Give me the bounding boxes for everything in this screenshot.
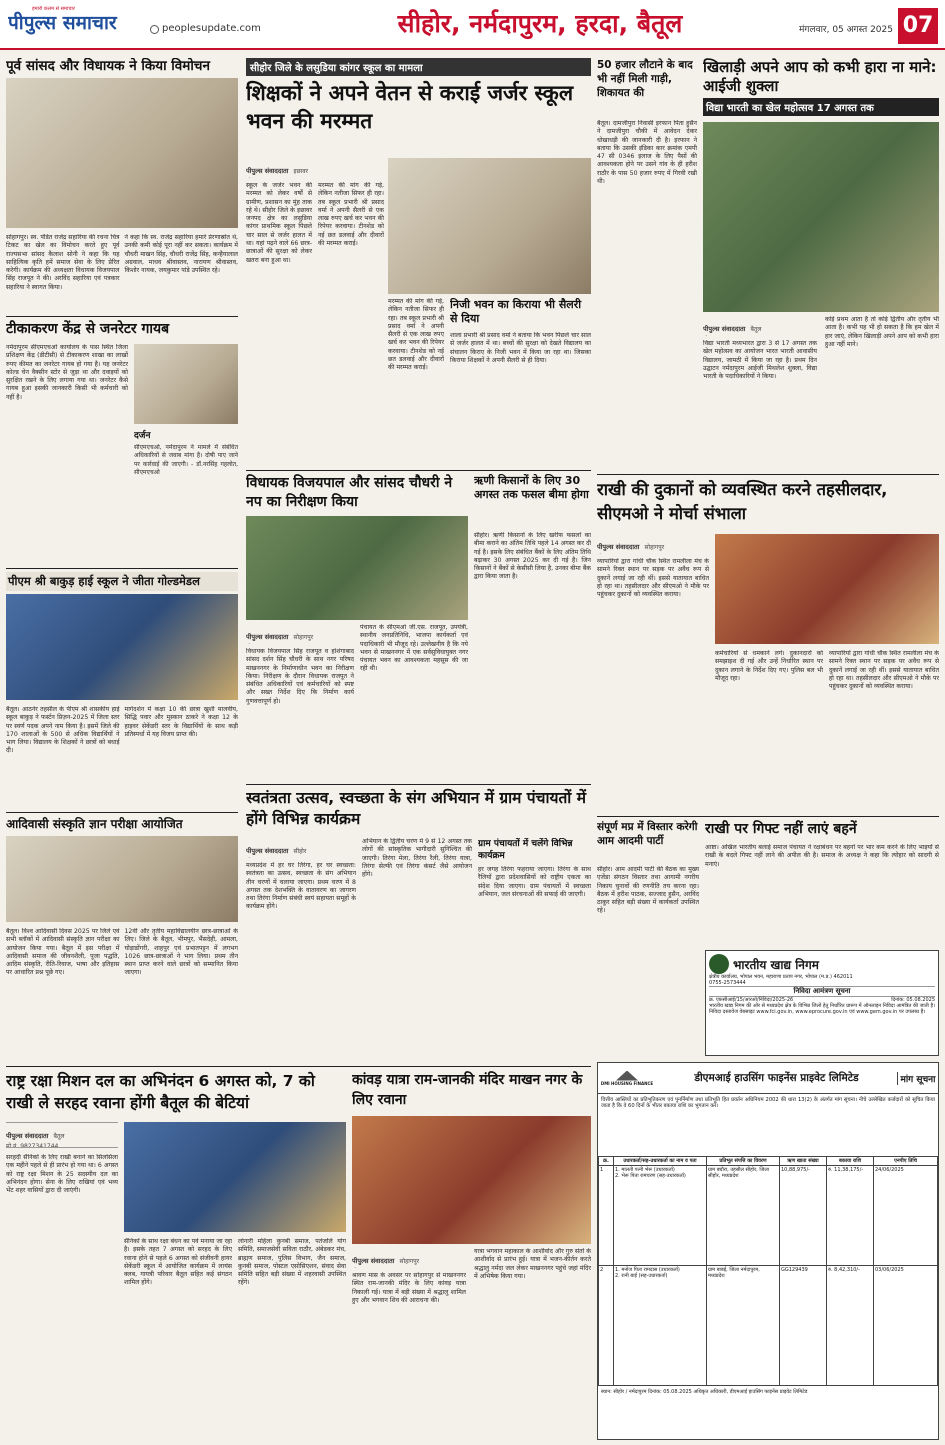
story-headline: टीकाकरण केंद्र से जनरेटर गायब [6, 321, 170, 337]
story-khel-mahotsav [703, 58, 939, 470]
table-cell: रु. 11,38,175/- [827, 1166, 874, 1266]
story-headline: आदिवासी संस्कृति ज्ञान परीक्षा आयोजित [6, 817, 183, 831]
masthead [0, 0, 945, 50]
story-body: बैतूल। दामजीपुरा निवासी इरफान पिता हुसैन ने दामजीपुरा चौकी में आवेदन देकर धोखाधड़ी की जानकारी दी है। इरफान ने बताया कि उसकी इंडिका कार क्रमांक एमपी 47 सी 0346 इलाज के लिए पैसों की आवश्यकता होने पर उसने गांव के ही हरीश राठौर के पास 50 हजार रुपए में गिरवी रखी थी। [597, 120, 697, 186]
byline-box [352, 1248, 462, 1268]
training-center-photo [134, 344, 238, 424]
table-row [599, 1166, 938, 1266]
globe-icon [150, 25, 159, 34]
story-headline: 50 हजार लौटाने के बाद भी नहीं मिली गाड़ी, शिकायत की [597, 59, 693, 99]
story-body: स्कूल के जर्जर भवन की मरम्मत को लेकर वर्षों से ग्रामीण, प्रशासन का मुंह ताक रहे थे। सीहोर जिले के इछावर जनपद क्षेत्र का लसुडिया कांगर प्राथमिक स्कूल पिछले चार साल से जर्जर हालत में था। यहां पढ़ने वाले 66 छात्र-छात्राओं की सुरक्षा को लेकर खतरा बना हुआ था। [246, 182, 312, 264]
story-body-continued: 12वीं और तृतीय महाविद्यालयीन छात्र-छात्राओं के लिए। जिले के बैतूल, भीमपुर, भैंसदेही, आमला, घोड़ाडोंगरी, शाहपुर एवं प्रभातपट्टन में लगभग 1026 छात्र-छात्राओं ने भाग लिया। प्रथम तीन स्थान प्राप्त करने वाले छात्रों को सम्मानित किया जाएगा। [124, 928, 238, 977]
story-gold-medal [6, 572, 238, 808]
story-body-continued-2: लोनारी महिला कुनबी समाज, पतंजलि योग समिति, समाजसेवी सविता राठौर, अंबेडकर मंच, ब्राह्मण समाज, पुलिस विभाग, जैन समाज, कुनबी समाज, पोस्टल एसोसिएशन, संवाद सेवा समिति सहित बड़ी संख्या में शहरवासी उपस्थित रहेंगे। [238, 1238, 346, 1287]
story-body: बैतूल। विश्व आदिवासी दिवस 2025 पर जिले एवं सभी ब्लॉकों में आदिवासी संस्कृति ज्ञान परीक्षा का आयोजन किया गया। बैतूल में इस परीक्षा में आदिवासी समाज की जीवनशैली, पूजा पद्धति, आदिम संस्कृति, रीति-रिवाज, भाषा और इतिहास पर आधारित प्रश्न पूछे गए। [6, 928, 120, 977]
sidebar-headline: निजी भवन का किराया भी सैलरी से दिया [450, 298, 582, 325]
story-gaadi-shikayat [597, 58, 697, 470]
story-body: सोहागपुर। स्व. पंडित राजेंद्र सहारिया की रचना चित्र टिकट का खेल का विमोचन करते हुए पूर्व राज्यसभा सांसद कैलाश सोनी ने कहा कि यह साहित्यिक कृति हमें समाज सेवा के लिए प्रेरित करेगी। कार्यक्रम की अध्यक्षता विधायक विजयपाल सिंह राजपूत ने की। अरविंद सहारिया एवं पत्रकार सहारिया ने स्वागत किया। [6, 234, 120, 291]
story-headline: संपूर्ण मप्र में विस्तार करेगी आम आदमी पार्टी [597, 821, 698, 847]
phone: मो.नं. 9827341744 [6, 1143, 59, 1148]
dmi-logo-label: DMI HOUSING FINANCE [600, 1080, 654, 1086]
story-kanwad-yatra [352, 1070, 591, 1440]
story-headline: राखी की दुकानों को व्यवस्थित करने तहसीलदार, सीएमओ ने मोर्चा संभाला [597, 480, 888, 523]
location: सीहोर [293, 848, 307, 855]
story-headline: राखी पर गिफ्ट नहीं लाएं बहनें [705, 821, 857, 837]
notice-footer: स्थान: सीहोर / नर्मदापुरम दिनांक: 05.08.2025 अधिकृत अधिकारी, डीएमआई हाउसिंग फाइनेंस प्राइवेट लिमिटेड [601, 1389, 808, 1395]
byline-box [246, 838, 356, 858]
photo-caption: दर्जन [134, 431, 151, 441]
story-body: श्रावण मास के अवसर पर सोहागपुर से माखननगर स्थित राम-जानकी मंदिर के लिए कांवड़ यात्रा निकाली गई। यात्रा में बड़ी संख्या में श्रद्धालु शामिल हुए और भगवान शिव की आराधना की। [352, 1272, 466, 1304]
story-body-continued-2: मरम्मत की मांग की गई, लेकिन नतीजा सिफर ही रहा। तब स्कूल प्रभारी श्री प्रसाद वर्मा ने अपनी सैलरी से एक लाख रुपए खर्च कर भवन की रिपेयर करवाया। टीनशेड को नई छत डलवाई और दीवारों की मरम्मत कराई। [388, 298, 444, 372]
fci-title: भारतीय खाद्य निगम [733, 957, 819, 972]
table-header: क्र. [599, 1157, 614, 1166]
story-headline: विधायक विजयपाल और सांसद चौधरी ने नप का निरीक्षण किया [246, 475, 453, 510]
school-building-photo [388, 158, 591, 294]
byline: पीपुल्स संवाददाता [6, 1132, 49, 1140]
event-photo [6, 78, 238, 228]
location: इछावर [293, 168, 308, 175]
exam-hall-photo [6, 836, 238, 922]
story-body: विद्या भारती मध्यभारत द्वारा 3 से 17 अगस्त तक खेल महोत्सव का आयोजन भारत भारती आवासीय विद्यालय, जामठी में किया जा रहा है। प्रथम दिन उद्घाटन नर्मदापुरम आईजी मिथलेश शुक्ला, विद्या भारती के पदाधिकारियों ने किया। [703, 340, 817, 381]
tender-body: भारतीय खाद्य निगम की ओर से मध्यप्रदेश क्षेत्र के विभिन्न जिलों हेतु निर्धारित प्रारूप में ऑनलाइन निविदा आमंत्रित की जाती है। निविदा दस्तावेज वेबसाइट www.fci.gov.in, www.eprocure.gov.in एवं www.gem.gov.in पर उपलब्ध हैं। [709, 1003, 935, 1015]
notice-title: मांग सूचना [897, 1072, 938, 1085]
sidebar-headline: ग्राम पंचायतों में चलेंगे विभिन्न कार्यक्रम [478, 839, 573, 861]
section-title: सीहोर, नर्मदापुरम, हरदा, बैतूल [397, 9, 683, 38]
story-body: सरहदी सैनिकों के लिए राखी बनाने का सिलसिला एक महीने पहले से ही प्रारंभ हो गया था। 6 अगस्त को राष्ट्र रक्षा मिशन के 25 सदस्यीय दल का अभिनंदन होगा। सेना के लिए राखियां एवं भव्य भेंट शहर वासियों द्वारा दी जाएंगी। [6, 1154, 118, 1195]
location: सोहागपुर [644, 544, 665, 551]
ad-fci-tender [705, 950, 939, 1056]
story-fasal-bima [474, 474, 591, 780]
story-body-continued: अभियान के द्वितीय चरण में 9 से 12 अगस्त तक लोगों की सांस्कृतिक भागीदारी सुनिश्चित की जाएगी। तिरंगा मेला, तिरंगा रैली, तिरंगा यात्रा, तिरंगा सेल्फी एवं तिरंगा कंसर्ट जैसे आयोजन होंगे। [362, 838, 472, 879]
story-kicker: विद्या भारती का खेल महोत्सव 17 अगस्त तक [703, 98, 939, 116]
table-header: प्रतिभूत संपत्ति का विवरण [707, 1157, 780, 1166]
tender-date: दिनांक: 05.08.2025 [891, 997, 935, 1003]
tender-ref: क्र. एफ़सीआई/15/आरओ/निविदा/2025-26 [709, 997, 794, 1003]
story-body: आष्टा। अखिल भारतीय बलाई समाज पंचायत ने रक्षाबंधन पर बहनों पर भार कम करने के लिए भाइयों से राखी के बदले गिफ्ट नहीं लाने की अपील की है। समाज के अध्यक्ष ने कहा कि त्योहार को सादगी से मनाएं। [705, 844, 939, 868]
location: बैतूल [53, 1133, 65, 1140]
table-cell: 2 [599, 1266, 614, 1386]
phone [246, 177, 386, 178]
location: सोहागपुर [399, 1258, 420, 1265]
story-body-continued: कोई प्रथम आता है तो कोई द्वितीय और तृतीय भी आता है। कभी यह भी हो सकता है कि हम खेल में हार जाएं, लेकिन खिलाड़ी अपने आप को कभी हारा हुआ नहीं माने। [825, 316, 939, 348]
story-body-continued-2: व्यापारियों द्वारा गांधी चौक स्थित रामलीला मंच के सामने रिक्त स्थान पर सड़क पर अवैध रूप से दुकानें लगाई जा रही थीं। इससे यातायात बाधित हो रहा था। तहसीलदार और सीएमओ ने मौके पर पहुंचकर दुकानों को व्यवस्थित कराया। [829, 650, 939, 691]
dmi-logo [598, 1064, 656, 1092]
story-body: सीहोर। ऋणी किसानों के लिए खरीफ फसलों का बीमा कराने का अंतिम तिथि पहले 14 अगस्त कर दी गई है। इसके लिए संबंधित बैंकों के लिए अंतिम तिथि बढ़ाकर 30 अगस्त 2025 कर दी गई है। जिन किसानों ने बैंकों से केसीसी लिया है, उनका बीमा बैंक द्वारा किया जाता है। [474, 532, 591, 581]
table-header: एनपीए तिथि [874, 1157, 938, 1166]
story-body-continued: सैनिकों के साथ रक्षा बंधन का पर्व मनाया जा रहा है। इसके तहत 7 अगस्त को सरहद के लिए रवाना होने से पहले 6 अगस्त को संजीवनी हायर सेकेंडरी स्कूल में आयोजित कार्यक्रम में लायंस क्लब, गायत्री परिवार बैतूल सहित कई संगठन शामिल होंगे। [124, 1238, 232, 1287]
byline-box [597, 534, 709, 554]
location: सोहागपुर [293, 634, 314, 641]
fci-phone: 0755-2573444 [709, 980, 746, 986]
story-vimochan [6, 58, 238, 310]
story-swatantrata-utsav [246, 788, 591, 1062]
website-link[interactable]: peoplesupdate.com [162, 23, 261, 34]
story-body: व्यापारियों द्वारा गांधी चौक स्थित रामलीला मंच के सामने रिक्त स्थान पर सड़क पर अवैध रूप से दुकानें लगाई जा रही थीं। इससे यातायात बाधित हो रहा था। तहसीलदार और सीएमओ ने मौके पर पहुंचकर दुकानों को व्यवस्थित कराया। [597, 558, 709, 599]
location: बैतूल [750, 326, 762, 333]
table-cell: 1. मनोज पिता रामदास (उधारकर्ता) 2. रानी बाई (सह-उधारकर्ता) [614, 1266, 707, 1386]
dmi-company: डीएमआई हाउसिंग फाइनेंस प्राइवेट लिमिटेड [694, 1072, 859, 1084]
phone [597, 553, 709, 554]
students-medal-photo [6, 594, 238, 700]
school-group-photo [124, 1122, 346, 1232]
notice-body: वित्तीय आस्तियों का प्रतिभूतिकरण एवं पुनर्निर्माण तथा प्रतिभूति हित प्रवर्तन अधिनियम 2002 की धारा 13(2) के अंतर्गत मांग सूचना। नीचे उल्लेखित कर्जदारों को सूचित किया जाता है कि वे 60 दिनों के भीतर बकाया राशि का भुगतान करें। [601, 1097, 935, 1110]
table-cell: 1 [599, 1166, 614, 1266]
table-cell: ग्राम बघौरा, तहसील सीहोर, जिला सीहोर, मध्यप्रदेश [707, 1166, 780, 1266]
phone [246, 857, 356, 858]
story-headline: खिलाड़ी अपने आप को कभी हारा ना माने: आईजी शुक्ला [703, 58, 937, 95]
story-kicker: सीहोर जिले के लसुडिया कांगर स्कूल का मामला [246, 58, 591, 76]
story-body: सीहोर। आम आदमी पार्टी की बैठक का मुख्य एजेंडा संगठन विस्तार तथा आगामी नगरीय निकाय चुनावों की रणनीति तय करना रहा। बैठक में हरीश पाठक, सज्जाद हुसैन, अरविंद ठाकुर सहित बड़ी संख्या में कार्यकर्ता उपस्थित रहे। [597, 866, 699, 915]
official-quote: सीएमएचओ, नर्मदापुरम ने मामले में संबंधित अधिकारियों से जवाब मांगा है। दोषी पाए जाने पर कार्रवाई की जाएगी। - डॉ.नरसिंह गहलोत, सीएमएचओ [134, 444, 238, 476]
byline: पीपुल्स संवाददाता [703, 325, 746, 333]
byline-box [6, 1122, 118, 1148]
byline: पीपुल्स संवाददाता [246, 847, 289, 855]
fci-subtitle: क्षेत्रीय कार्यालय, भोपाल भवन, महाराणा प्रताप नगर, भोपाल (म.प्र.) 462011 [709, 974, 853, 980]
story-headline: शिक्षकों ने अपने वेतन से कराई जर्जर स्कूल भवन की मरम्मत [246, 81, 574, 133]
story-generator [6, 320, 238, 564]
story-nagar-parishad [246, 474, 468, 780]
issue-date: मंगलवार, 05 अगस्त 2025 [799, 25, 893, 35]
tender-title: निविदा आमंत्रण सूचना [709, 986, 935, 997]
inspection-photo [246, 516, 468, 620]
logo-text: पीपुल्स समाचार [8, 12, 117, 34]
byline-box [246, 158, 386, 178]
logo [8, 6, 148, 40]
dmi-logo-icon [616, 1071, 638, 1081]
table-header-row [599, 1157, 938, 1166]
story-headline: पूर्व सांसद और विधायक ने किया विमोचन [6, 58, 210, 74]
table-header: उधारकर्ता/सह-उधारकर्ता का नाम व पता [614, 1157, 707, 1166]
phone [352, 1267, 462, 1268]
story-body-continued: मरम्मत की मांग की गई, लेकिन नतीजा सिफर ही रहा। तब स्कूल प्रभारी श्री प्रसाद वर्मा ने अपनी सैलरी से एक लाख रुपए खर्च कर भवन की रिपेयर करवाया। टीनशेड को नई छत डलवाई और दीवारों की मरम्मत कराई। [318, 182, 384, 248]
sidebar-body: हर जगह तिरंगा फहराया जाएगा। तिरंगा के साथ रैलियों द्वारा प्रदेशवासियों को राष्ट्रीय एकता का संदेश दिया जाएगा। ग्राम पंचायतों में स्वच्छता अभियान, जल संरचनाओं की सफाई की जाएगी। [478, 866, 591, 898]
story-headline: राष्ट्र रक्षा मिशन दल का अभिनंदन 6 अगस्त को, 7 को राखी ले सरहद रवाना होंगी बैतूल की बेटियां [6, 1072, 315, 1112]
story-body-continued: मार्गदर्शन में कक्षा 10 की छात्रा खुशी मालवीय, सिद्धि पवार और मुस्कान ठाकरे ने कक्षा 12 के हाइवर सेकेंडरी स्तर के विद्यार्थियों के साथ कड़ी प्रतिस्पर्धा में यह विजय प्राप्त की। [124, 706, 238, 738]
story-body-continued: ने कहा कि स्व. राजेंद्र सहारिया हमारे प्रेरणास्रोत थे, उनकी कमी कोई पूरा नहीं कर सकता। कार्यक्रम में चौधरी माखन सिंह, चौधरी राजेंद्र सिंह, कन्हैयालाल अग्रवाल, माधव श्रीवास्तव, नारायण श्रीवास्तव, किशोर नायक, जयकुमार पांडे उपस्थित रहे। [124, 234, 238, 275]
story-body-continued: कर्मचारियों से धमकाने लगे। दुकानदारों को समझाइश दी गई और उन्हें निर्धारित स्थान पर दुकान लगाने के निर्देश दिए गए। पुलिस बल भी मौजूद रहा। [715, 650, 823, 682]
table-cell: 1. मालती पत्नी भेरू (उधारकर्ता) 2. भेरू पिता रामचरण (सह-उधारकर्ता) [614, 1166, 707, 1266]
story-body: बैतूल। आठनेर तहसील के पीएम श्री शासकीय हाई स्कूल बाकुड़ ने फर्स्टन प्रिज़न-2025 में जिला स्तर पर स्वर्ण पदक अपने नाम किया है। इसमें जिले की 170 शालाओं के 500 से अधिक विद्यार्थियों ने भाग लिया। विद्यालय के शिक्षकों ने छात्रों को बधाई दी। [6, 706, 120, 755]
logo-tagline: हमारी कलम से समाचार [32, 6, 75, 12]
table-cell: ग्राम बाबई, जिला नर्मदापुरम, मध्यप्रदेश [707, 1266, 780, 1386]
table-header: ऋण खाता संख्या [780, 1157, 827, 1166]
sports-team-photo [703, 122, 939, 312]
story-rakhi-dukan [597, 478, 939, 812]
story-aap-vistar [597, 820, 699, 1056]
story-headline: कांवड़ यात्रा राम-जानकी मंदिर माखन नगर के लिए रवाना [352, 1072, 583, 1108]
byline: पीपुल्स संवाददाता [246, 633, 289, 641]
rakhi-shop-photo [715, 534, 939, 644]
story-body-continued: यात्रा भगवान महाकाल के आशीर्वाद और गुरु संतों के आशीर्वाद से प्रारंभ हुई। यात्रा में भजन-कीर्तन करते श्रद्धालु नर्मदा जल लेकर माखननगर पहुंचे जहां मंदिर में अभिषेक किया गया। [474, 1248, 591, 1280]
fci-logo-icon [709, 954, 729, 974]
sidebar-body: शाला प्रभारी श्री प्रसाद वर्मा ने बताया कि भवन पिछले चार साल से जर्जर हालत में था। बच्चों की सुरक्षा को देखते विद्यालय का संचालन किराए के निजी भवन में किया जा रहा था। जिसका किराया शिक्षकों ने अपनी सैलरी से ही दिया। [450, 332, 591, 364]
story-rakhi-gift [705, 820, 939, 946]
table-row [599, 1266, 938, 1386]
story-school-repair [246, 58, 591, 466]
ad-dmi-demand-notice [597, 1062, 939, 1440]
story-headline: ऋणी किसानों के लिए 30 अगस्त तक फसल बीमा होगा [474, 474, 589, 501]
table-cell: GG129439 [780, 1266, 827, 1386]
story-body: विधायक विजयपाल सिंह राजपूत व होशंगाबाद सांसद दर्शन सिंह चौधरी के साथ नगर परिषद माखननगर के निर्माणाधीन भवन का निरीक्षण किया। निरीक्षण के दौरान विधायक राजपूत ने संबंधित अधिकारियों एवं कर्मचारियों को स्पष्ट और सख्त निर्देश दिए कि निर्माण कार्य गुणवत्तापूर्ण हो। [246, 648, 354, 705]
phone [703, 335, 813, 336]
byline: पीपुल्स संवाददाता [597, 543, 640, 551]
notice-table [598, 1156, 938, 1386]
table-cell: रु. 8,42,310/- [827, 1266, 874, 1386]
table-cell: 03/06/2025 [874, 1266, 938, 1386]
table-cell: 10,88,975/- [780, 1166, 827, 1266]
story-body: मध्यप्रदेश में हर घर तिरंगा, हर घर स्वच्छता: स्वतंत्रता का उत्सव, स्वच्छता के संग अभियान तीन चरणों में चलाया जाएगा। प्रथम चरण में 8 अगस्त तक देशभक्ति के वातावरण का जागरण तथा तिरंगा निर्माण संबंधी स्वयं सहायता समूहों के कार्यक्रम होंगे। [246, 862, 356, 911]
story-adivasi-exam [6, 816, 238, 1062]
page-number: 07 [898, 8, 938, 44]
story-body: नर्मदापुरम सीएमएचओ कार्यालय के पास स्थित जिला प्रशिक्षण केंद्र (डीटीसी) से टीकाकरण शाखा का लाखों रुपए कीमत का जनरेटर गायब हो गया है। यह जनरेटर कोल्ड चेन वैक्सीन स्टोर से जुड़ा था और दवाइयों को सुरक्षित रखने के लिए लगाया गया था। जनरेटर कैसे गायब हुआ इसकी जानकारी किसी भी कर्मचारी को नहीं है। [6, 344, 128, 401]
story-headline: स्वतंत्रता उत्सव, स्वच्छता के संग अभियान में ग्राम पंचायतों में होंगे विभिन्न कार्यक्रम [246, 789, 586, 828]
byline: पीपुल्स संवाददाता [246, 167, 289, 175]
byline: पीपुल्स संवाददाता [352, 1257, 395, 1265]
table-header: बकाया राशि [827, 1157, 874, 1166]
story-body-continued: पंचायत के सीएमओ जी.एस. राजपूत, उपयंत्री, स्थानीय जनप्रतिनिधि, भाजपा कार्यकर्ता एवं पदाधिकारी भी मौजूद रहे। उल्लेखनीय है कि नये भवन से माखननगर में एक सर्वसुविधायुक्त नगर पंचायत भवन का आवश्यकता महसूस की जा रही थी। [360, 624, 468, 673]
story-rashtra-raksha [6, 1070, 346, 1440]
table-cell: 24/06/2025 [874, 1166, 938, 1266]
byline-box [703, 316, 813, 336]
kanwad-yatra-photo [352, 1116, 591, 1244]
story-headline: पीएम श्री बाकुड़ हाई स्कूल ने जीता गोल्डमेडल [6, 572, 238, 591]
